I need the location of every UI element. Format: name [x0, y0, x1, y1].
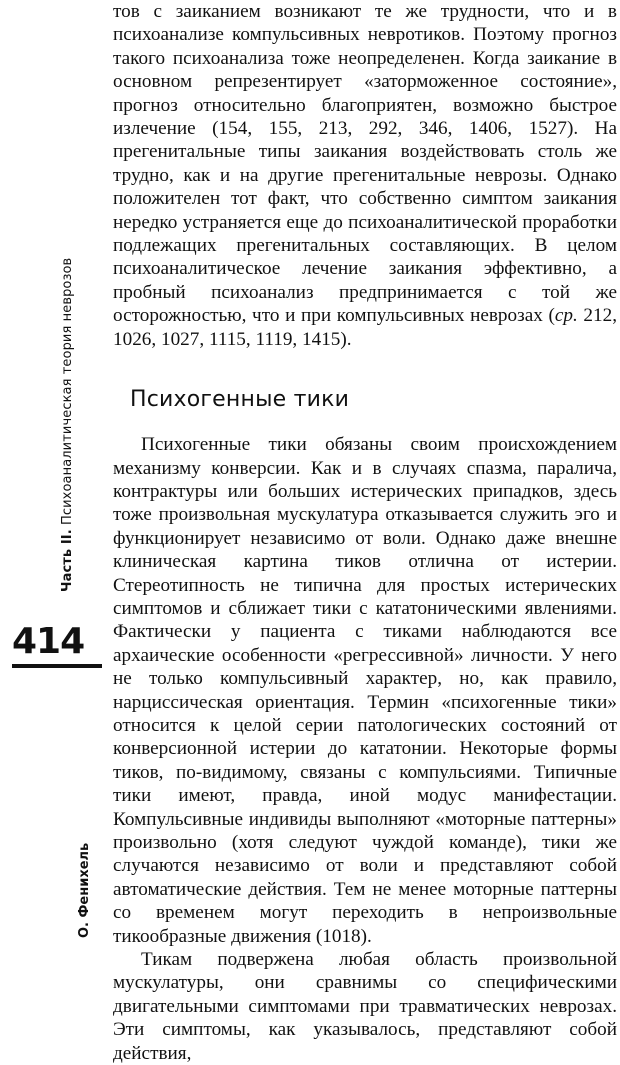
reference-numbers: 212, 1026, 1027, 1115, 1119, 1415).: [113, 305, 618, 350]
paragraph-text: тов с заиканием возникают те же трудности, что и в психоанализе компульсивных невротиков. Поэтому прогноз такого психоанализа тоже неопределенен. Когда заикание в основном репрезентирует «заторможенное состояние», прогноз относительно благоприятен, возможно быстрое излечение (154, 155, 213, 292, 346, 1406, 1527). На прегенитальные типы заикания воздействовать столь же трудно, как и на другие прегенитальные неврозы. Однако положителен тот факт, что собственно симптом заикания нередко устраняется еще до психоаналитической проработки подлежащих прегенитальных составляющих. В целом психоаналитическое лечение заикания эффективно, а пробный психоанализ предпринимается с той же осторожностью, что и при компульсивных неврозах (: [113, 1, 617, 327]
cf-abbreviation: ср.: [554, 305, 578, 327]
page-number: 414: [12, 621, 85, 662]
part-title: Психоаналитическая теория неврозов: [60, 257, 75, 525]
paragraph-stuttering-prognosis: [113, 0, 617, 351]
author-name: О. Фенихель: [77, 842, 92, 938]
running-head: [60, 258, 75, 592]
paragraph-psychogenic-tics: Психогенные тики обязаны своим происхождением механизму конверсии. Как и в случаях спазма, паралича, контрактуры или больших истерических припадков, здесь тоже произвольная мускулатура отказывается служить эго и функционирует независимо от воли. Однако даже внешне клиническая картина тиков отлична от истерии. Стереотипность не типична для простых истерических симптомов и сближает тики с кататоническими явлениями. Фактически у пациента с тиками наблюдаются все архаические особенности «регрессивной» личности. У него не только компульсивный характер, но, как правило, нарциссическая ориентация. Термин «психогенные тики» относится к целой серии патологических состояний от конверсионной истерии до кататонии. Некоторые формы тиков, по-видимому, связаны с компульсиями. Типичные тики имеют, правда, иной модус манифестации. Компульсивные индивиды выполняют «моторные паттерны» произвольно (хотя следуют чуждой команде), тики же случаются независимо от воли и представляют собой автоматические действия. Тем не менее моторные паттерны со временем могут переходить в непроизвольные тикообразные движения (1018).: [113, 434, 617, 947]
section-heading: Психогенные тики: [130, 387, 350, 413]
page-number-rule: [12, 664, 102, 668]
text-column: [113, 0, 617, 1065]
page-margin: [0, 0, 100, 993]
part-label: Часть II.: [60, 529, 75, 592]
paragraph-tic-muscles: Тикам подвержена любая область произвольной мускулатуры, они сравнимы со специфическими двигательными симптомами при травматических неврозах. Эти симптомы, как указывалось, представляют собой действия,: [113, 949, 617, 1064]
